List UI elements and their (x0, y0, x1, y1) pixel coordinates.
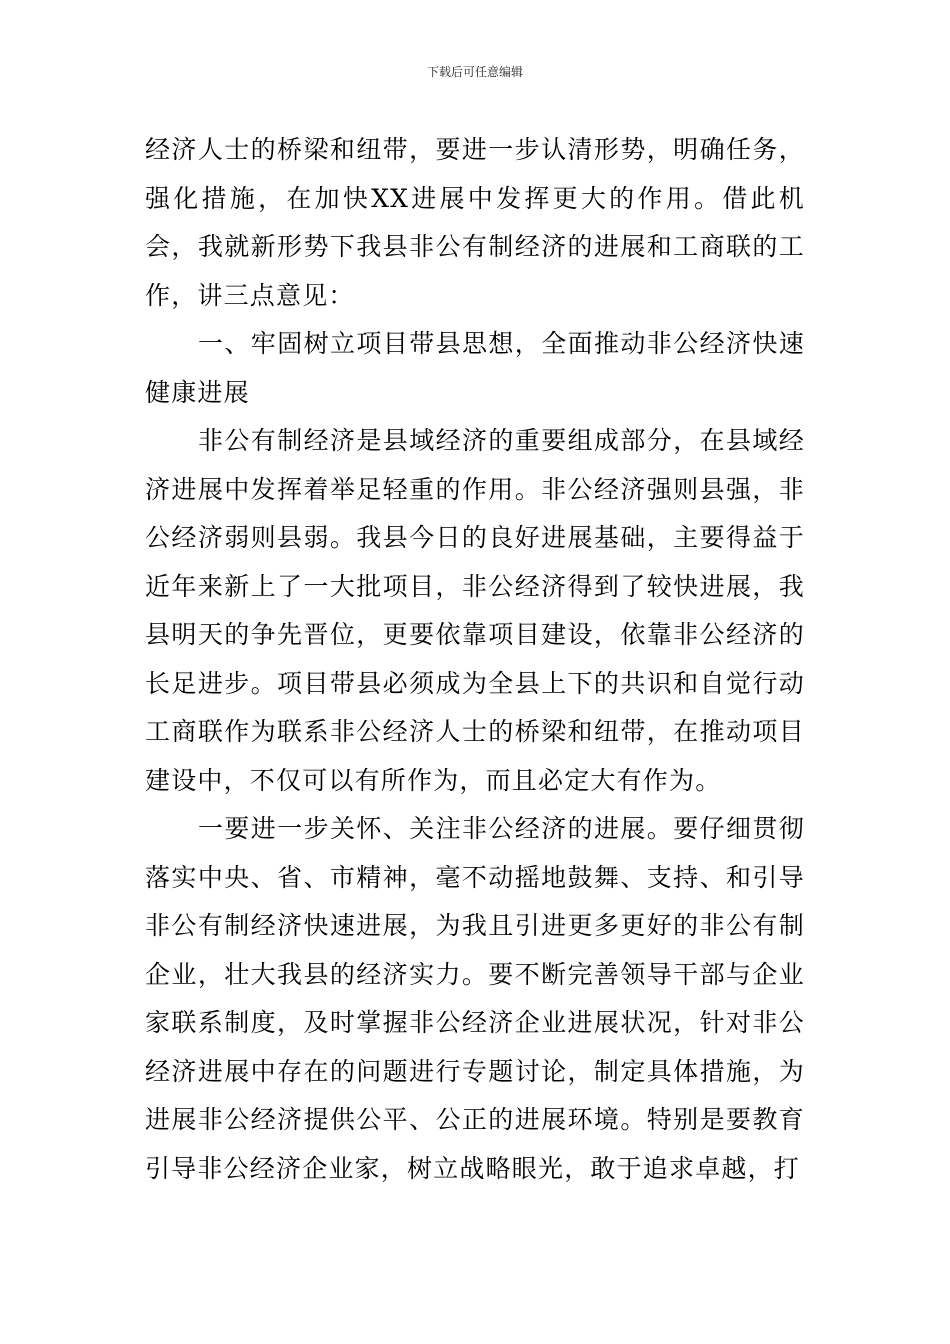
section-heading-1: 一、牢固树立项目带县思想，全面推动非公经济快速健康进展 (145, 329, 805, 407)
paragraph-1: 经济人士的桥梁和纽带，要进一步认清形势，明确任务，强化措施，在加快XX进展中发挥更大的作用。借此机会，我就新形势下我县非公有制经济的进展和工商联的工作，讲三点意见： (145, 135, 805, 310)
page-header-note: 下载后可任意编辑 (426, 65, 523, 79)
document-body (145, 126, 805, 1193)
paragraph-3: 一要进一步关怀、关注非公经济的进展。要仔细贯彻落实中央、省、市精神，毫不动摇地鼓舞、支持、和引导非公有制经济快速进展，为我且引进更多更好的非公有制企业，壮大我县的经济实力。要不断完善领导干部与企业家联系制度，及时掌握非公经济企业进展状况，针对非公经济进展中存在的问题进行专题讨论，制定具体措施，为进展非公经济提供公平、公正的进展环境。特别是要教育引导非公经济企业家，树立战略眼光，敢于追求卓越，打 (145, 814, 805, 1183)
paragraph-2: 非公有制经济是县域经济的重要组成部分，在县域经济进展中发挥着举足轻重的作用。非公经济强则县强，非公经济弱则县弱。我县今日的良好进展基础，主要得益于近年来新上了一大批项目，非公经济得到了较快进展，我县明天的争先晋位，更要依靠项目建设，依靠非公经济的长足进步。项目带县必须成为全县上下的共识和自觉行动工商联作为联系非公经济人士的桥梁和纽带，在推动项目建设中，不仅可以有所作为，而且必定大有作为。 (145, 426, 805, 795)
